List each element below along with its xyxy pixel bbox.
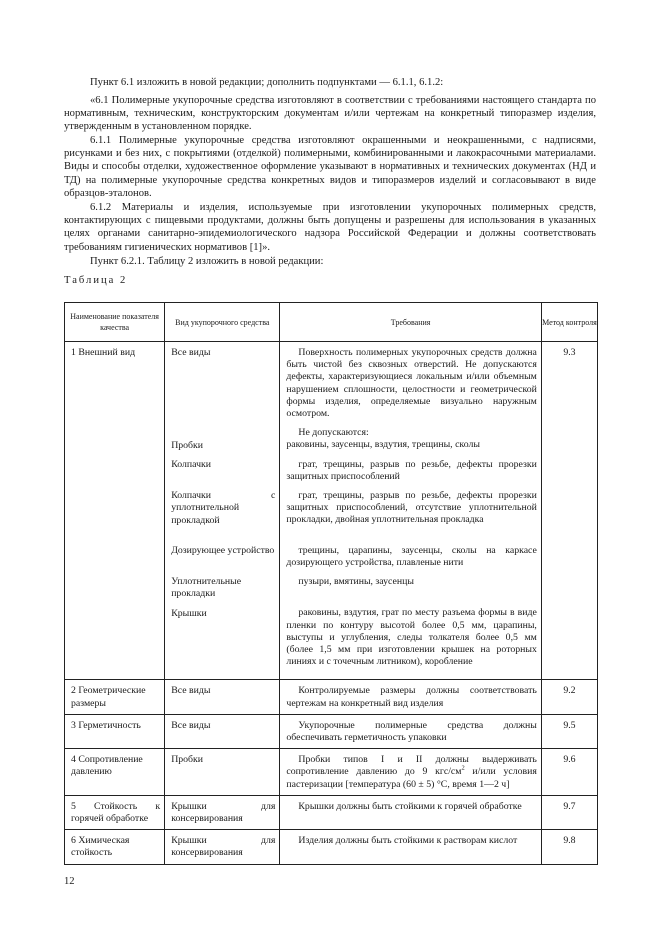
row1-type-item-4: Дозирующее устройство xyxy=(171,545,275,557)
row1-requirements xyxy=(280,342,541,680)
row5-requirements: Крышки должны быть стойкими к горячей обработке xyxy=(280,795,541,829)
paragraph-6-1-1-text: 6.1.1 Полимерные укупорочные средства изготовляют окрашенными и неокрашенными, с надписями, рисунками и без них, с покрытиями (отделкой) полимерными, комбинированными и лакокрасочными материалами. Виды и способы отделки, художественное оформление указывают в нормативных и технических документах (НД и ТД) на полимерные укупорочные средства конкретных видов и типоразмеров изделий и согласовывают в виде образцов-эталонов. xyxy=(64,135,596,199)
row4-type: Пробки xyxy=(165,749,280,796)
row1-req-not-allowed: Не допускаются: xyxy=(298,427,369,439)
paragraph-intro-text: Пункт 6.1 изложить в новой редакции; дополнить подпунктами — 6.1.1, 6.1.2: xyxy=(90,77,444,88)
paragraph-6-1 xyxy=(64,94,596,134)
row2-name: 2 Геометрические размеры xyxy=(65,680,165,714)
header-requirements: Требования xyxy=(280,303,541,342)
row6-requirements: Изделия должны быть стойкими к растворам кислот xyxy=(280,830,541,864)
row3-name: 3 Герметичность xyxy=(65,714,165,748)
table-row xyxy=(65,714,598,748)
row5-type: Крышки для консервирования xyxy=(165,795,280,829)
header-type: Вид укупорочного средства xyxy=(165,303,280,342)
row1-type-all: Все виды xyxy=(171,347,211,358)
header-name: Наименование показателя качества xyxy=(65,303,165,342)
table-row xyxy=(65,830,598,864)
row3-method: 9.5 xyxy=(541,714,597,748)
row2-method: 9.2 xyxy=(541,680,597,714)
row1-method: 9.3 xyxy=(541,342,597,680)
table-row xyxy=(65,680,598,714)
table-row xyxy=(65,795,598,829)
row4-req-part-b: и/или условия пастеризации [температура (60 ± 5) °С, время 1—2 ч] xyxy=(286,766,537,790)
paragraph-table-note-text: Пункт 6.2.1. Таблицу 2 изложить в новой редакции: xyxy=(90,256,324,267)
header-method: Метод контроля xyxy=(541,303,597,342)
row4-name: 4 Сопротивление давлению xyxy=(65,749,165,796)
page-number: 12 xyxy=(64,876,75,887)
row1-req-item-4: трещины, царапины, заусенцы, сколы на каркасе дозирующего устройства, плавленые нити xyxy=(286,545,537,569)
row1-type-item-5: Уплотнительные прокладки xyxy=(171,576,242,600)
row5-method: 9.7 xyxy=(541,795,597,829)
table-header-row xyxy=(65,303,598,342)
row1-type-item-1: Пробки xyxy=(171,440,204,451)
row1-req-item-1: раковины, заусенцы, вздутия, трещины, сколы xyxy=(286,439,480,451)
row1-name-text: 1 Внешний вид xyxy=(71,347,136,358)
row3-requirements: Укупорочные полимерные средства должны обеспечивать герметичность упаковки xyxy=(280,714,541,748)
row4-requirements xyxy=(280,749,541,796)
paragraph-intro xyxy=(64,76,596,89)
row1-req-item-2: грат, трещины, разрыв по резьбе, дефекты прорезки защитных приспособлений xyxy=(286,458,537,482)
row1-req-item-6: раковины, вздутия, грат по месту разъема формы в виде пленки по контуру высотой более 0,5 мм, царапины, выступы и углубления, следы толкателя более 0,5 мм (более 1,5 мм при изготовлении крышек на роторных линиях и с точечным литником), коробление xyxy=(286,607,537,668)
paragraph-6-1-1 xyxy=(64,134,596,200)
quality-table xyxy=(64,302,598,865)
row6-name: 6 Химическая стойкость xyxy=(65,830,165,864)
row2-requirements: Контролируемые размеры должны соответствовать чертежам на конкретный вид изделия xyxy=(280,680,541,714)
table-row xyxy=(65,749,598,796)
row5-name: 5 Стойкость к горячей обработке xyxy=(65,795,165,829)
row1-name xyxy=(65,342,165,680)
table-label: Таблица 2 xyxy=(64,275,128,286)
paragraph-6-1-2 xyxy=(64,201,596,254)
row1-type xyxy=(165,342,280,680)
table-row xyxy=(65,342,598,680)
row1-type-item-6: Крышки xyxy=(171,607,207,619)
row1-req-general: Поверхность полимерных укупорочных средств должна быть чистой без сквозных отверстий. Не допускаются дефекты, характеризующиеся локальным и/или объемным нарушением сплошности, целостности и геометрической формы изделия, определяемые визуально наружным осмотром. xyxy=(286,347,537,420)
row2-type: Все виды xyxy=(165,680,280,714)
row4-req-superscript: 2 xyxy=(461,765,465,773)
row6-method: 9.8 xyxy=(541,830,597,864)
row3-type: Все виды xyxy=(165,714,280,748)
paragraph-6-1-2-text: 6.1.2 Материалы и изделия, используемые при изготовлении укупорочных полимерных средств, контактирующих с пищевыми продуктами, должны быть допущены и разрешены для использования в указанных целях органами санитарно-эпидемиологического надзора Российской Федерации и должны соответствовать требованиям гигиенических нормативов [1]». xyxy=(64,202,596,253)
row1-type-item-2: Колпачки xyxy=(171,459,212,471)
row1-req-item-5: пузыри, вмятины, заусенцы xyxy=(298,576,414,588)
row1-req-item-3: грат, трещины, разрыв по резьбе, дефекты прорезки защитных приспособлений, отсутствие уплотнительной прокладки, двойная уплотнительная прокладка xyxy=(286,490,537,526)
row1-type-item-3: Колпачки с уплотнительной прокладкой xyxy=(171,490,276,526)
row4-method: 9.6 xyxy=(541,749,597,796)
row6-type: Крышки для консервирования xyxy=(165,830,280,864)
paragraph-table-note xyxy=(64,255,596,268)
paragraph-6-1-text: «6.1 Полимерные укупорочные средства изготовляют в соответствии с требованиями настоящего стандарта по нормативным, техническим, конструкторским документам и/или чертежам на конкретный типоразмер изделия, утвержденным в установленном порядке. xyxy=(64,95,596,133)
row4-req-part-a: Пробки типов I и II должны выдерживать сопротивление давлению до 9 кгс/см xyxy=(286,754,537,778)
